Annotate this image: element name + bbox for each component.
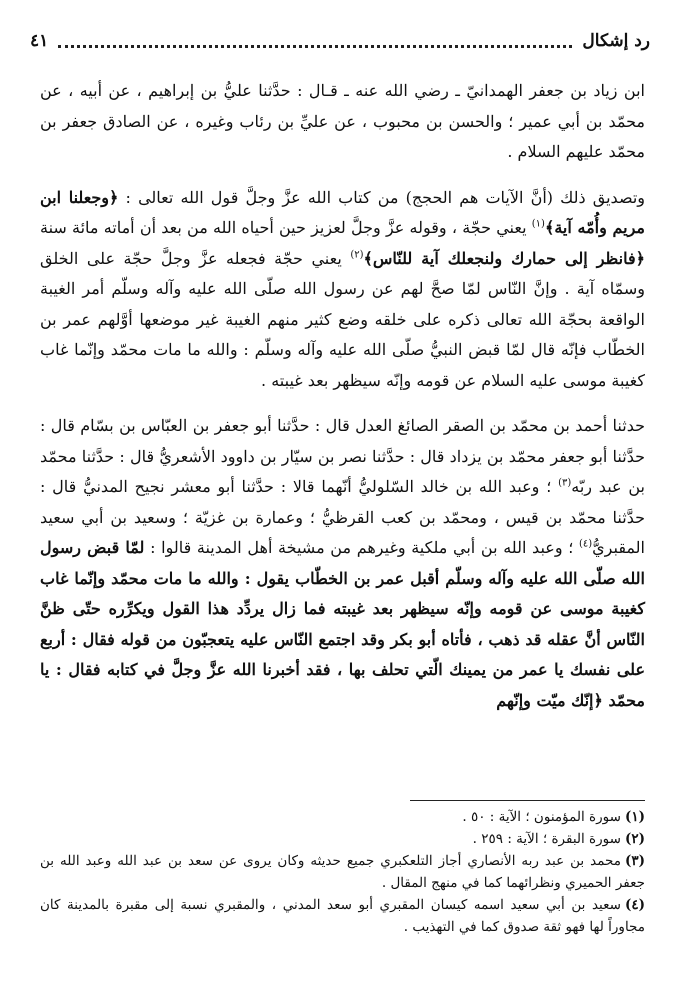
footnote-number: (١): [624, 809, 645, 825]
footnote: [40, 894, 645, 938]
text-run: يعني حجّة ، وقوله عزَّ وجلَّ لعزيز حين أحياه الله من بعد أن أماته مائة سنة: [40, 218, 532, 237]
paragraph: ابن زياد بن جعفر الهمدانيّ ـ رضي الله عنه ـ قـال : حدَّثنا عليُّ بن إبراهيم ، عن أبيه ، عن محمّد بن أبي عمير ؛ والحسن بن محبوب ، عن عليِّ بن رئاب وغيره ، عن الصادق جعفر بن محمّد عليهم السلام .: [40, 81, 645, 161]
footnote-text: محمد بن عبد ربه الأنصاري أجاز التلعكبري جميع حديثه وكان يروى عن سعد بن عبد الله وعبد الله بن جعفر الحميري ونظرائهما كما في منهج المقال .: [40, 853, 645, 891]
text-run: حدثنا أحمد بن محمّد بن الصقر الصائغ العدل قال : حدَّثنا أبو جعفر بن العبّاس بن بسّام قال : حدَّثنا أبو جعفر محمّد بن يزداد قال : حدَّثنا نصر بن سيّار بن داوود الأشعريُّ قال : حدَّثنا محمّد بن عبد ربّه: [40, 416, 645, 496]
text-run: وتصديق ذلك (أنَّ الآيات هم الحجج) من كتاب الله عزَّ وجلَّ قول الله تعالى :: [118, 187, 646, 207]
quoted-text: لمّا قبض رسول الله صلّى الله عليه وآله وسلّم أقبل عمر بن الخطّاب يقول : والله ما مات محمّد وإنّما غاب كغيبة موسى عن قومه وإنّه سيظهر بعد غيبته فما زال يردِّد هذا القول ويكرِّره حتّى ظنَّ النّاس أنَّ عقله قد ذهب ، فأتاه أبو بكر وقد اجتمع النّاس عليه يتعجبّون من قوله فقال : أربع على نفسك يا عمر من يمينك الّتي تحلف بها ، فقد أخبرنا الله عزَّ وجلَّ في كتابه فقال : يا محمّد ﴿إنّك ميّت وإنّهم: [40, 538, 645, 710]
footnote-ref: (٣): [558, 477, 572, 489]
footnote-number: (٢): [624, 831, 645, 847]
footnote-rule: [410, 800, 645, 801]
footnote-text: سعيد بن أبي سعيد اسمه كيسان المقبري أبو سعد المدني ، والمقبري نسبة إلى مقبرة بالمدينة كان مجاوراً لها فهو ثقة صدوق كما في التهذيب .: [40, 897, 645, 935]
footnote-ref: (٢): [350, 249, 364, 261]
footnote: [40, 828, 645, 850]
body-text: [40, 76, 645, 716]
footnote-ref: (٤): [578, 538, 593, 550]
quoted-text: ﴿وجعلنا ابن مريم وأُمّه آية﴾: [40, 187, 646, 237]
paragraph: [40, 411, 645, 716]
chapter-title: رد إشكال: [582, 31, 650, 51]
text-run: ؛ وعبد الله بن أبي ملكية وغيرهم من مشيخة أهل المدينة قالوا :: [144, 538, 579, 557]
footnote-ref: (١): [531, 218, 545, 230]
leader-dots: [58, 45, 572, 48]
footnote-number: (٣): [624, 853, 645, 869]
footnotes: [40, 806, 645, 938]
quoted-text: ﴿فانظر إلى حمارك ولنجعلك آية للنّاس﴾: [363, 248, 645, 268]
page-number: ٤١: [30, 31, 49, 51]
paragraph: [40, 183, 645, 397]
footnote: [40, 850, 645, 894]
footnote-number: (٤): [624, 897, 645, 913]
text-run: يعني حجّة فجعله عزَّ وجلَّ حجّة على الخلق وسمّاه آية . وإنَّ النّاس لمّا صحَّ لهم عن رسول الله صلّى الله عليه وآله وسلّم أمر الغيبة الواقعة بحجّة الله تعالى ذكره على خلقه وضع كثير منهم الغيبة غير موضعها أوَّلهم عمر بن الخطّاب فإنّه قال لمّا قبض النبيُّ صلّى الله عليه وآله وسلّم : والله ما مات محمّد وإنّما غاب كغيبة موسى عليه السلام عن قومه وإنّه سيظهر بعد غيبته .: [40, 248, 645, 390]
footnote-text: سورة المؤمنون ؛ الآية : ٥٠ .: [462, 809, 621, 825]
text-run: ؛ وعبد الله بن خالد السّلوليُّ أنّهما قالا : حدَّثنا أبو معشر نجيح المدنيُّ قال : حدَّثنا محمّد بن قيس ، ومحمّد بن كعب القرظيُّ ؛ وعمارة بن غزيّة ؛ وسعيد بن أبي سعيد المقبريُّ: [40, 477, 645, 557]
running-header: [30, 28, 650, 54]
footnote-text: سورة البقرة ؛ الآية : ٢٥٩ .: [472, 831, 621, 847]
footnote: [40, 806, 645, 828]
